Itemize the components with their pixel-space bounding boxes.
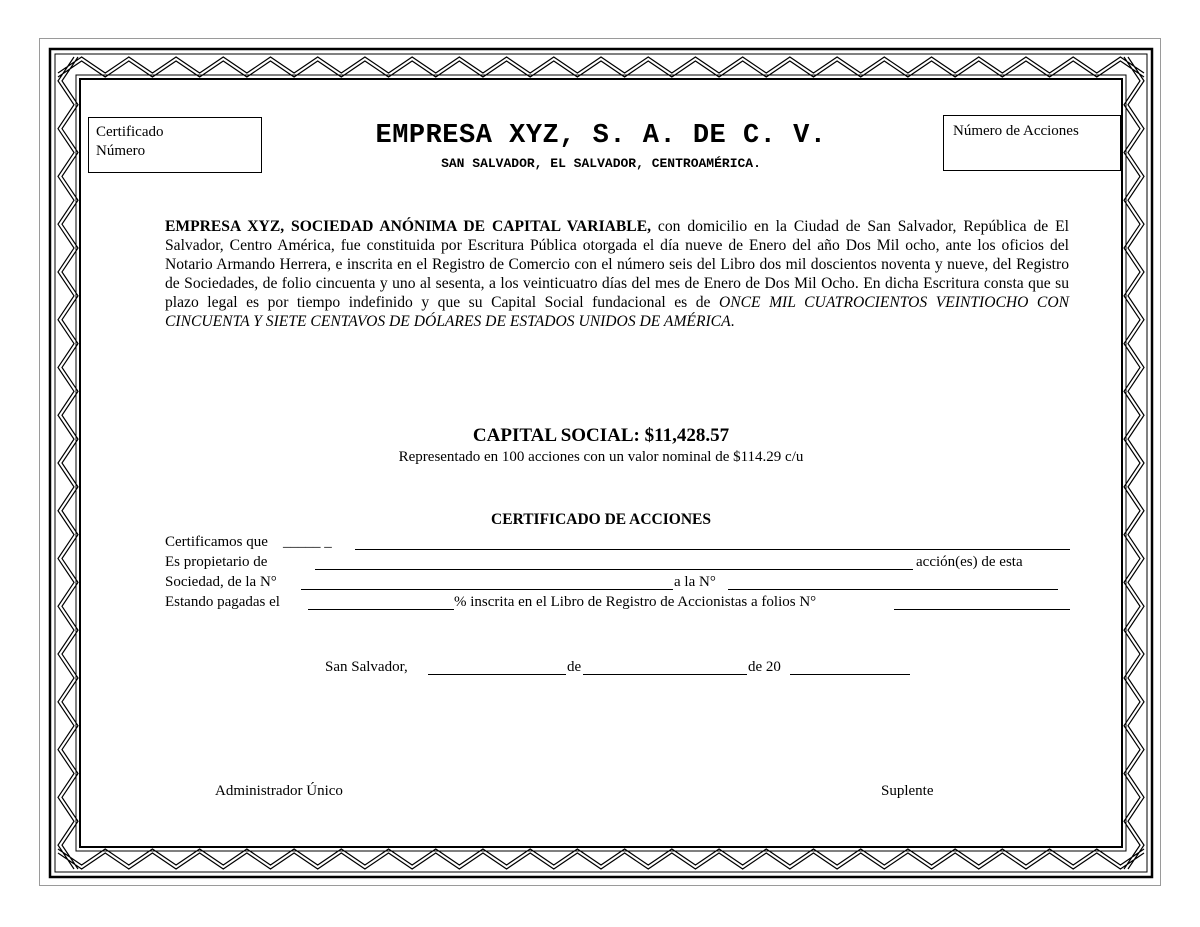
certify-prefix-blank: _____ _ [283,534,332,550]
company-legal-name: EMPRESA XYZ, SOCIEDAD ANÓNIMA DE CAPITAL VARIABLE, [165,218,651,235]
range-from-field[interactable] [301,589,673,590]
certificate-label-line1: Certificado [96,124,164,140]
date-de1: de [567,659,582,675]
owner-suffix: acción(es) de esta [916,554,1023,570]
date-place: San Salvador, [325,659,408,675]
folio-number-field[interactable] [894,609,1070,610]
paid-percent-field[interactable] [308,609,454,610]
date-de2: de 20 [748,659,781,675]
number-of-shares-box [943,115,1121,171]
signature-admin: Administrador Único [215,783,343,799]
company-title: EMPRESA XYZ, S. A. DE C. V. [375,121,827,151]
certificate-label-line2: Número [96,143,146,159]
company-location: SAN SALVADOR, EL SALVADOR, CENTROAMÉRICA. [441,156,761,171]
range-from-label: Sociedad, de la N° [165,574,277,590]
intro-body: con domicilio en la Ciudad de San Salvador, República de El Salvador, Centro América, fue constituida por Escritura Pública otorgada el día nueve de Enero del año Dos Mil ocho, ante los oficios del Notario Armando Herrera, e inscrita en el Registro de Comercio con el número seis del Libro dos mil doscientos noventa y nueve, del Registro de Sociedades, de folio cincuenta y uno al sesenta, a los veinticuatro días del mes de Enero de Dos Mil Ocho. En dicha Escritura consta que su plazo legal es por tiempo indefinido y que su Capital Social fundacional es de [165,218,1069,311]
certificate-page [39,38,1161,886]
registry-label: % inscrita en el Libro de Registro de Accionistas a folios N° [454,594,817,610]
capital-heading: CAPITAL SOCIAL: $11,428.57 [472,425,730,446]
intro-end: . [730,313,735,330]
certify-label: Certificamos que [165,534,268,550]
certificate-heading: CERTIFICADO DE ACCIONES [491,511,711,528]
year-field[interactable] [790,674,910,675]
capital-note: Representado en 100 acciones con un valor nominal de $114.29 c/u [398,449,804,465]
paid-label: Estando pagadas el [165,594,280,610]
capital-in-words: ONCE MIL CUATROCIENTOS VEINTIOCHO CON CINCUENTA Y SIETE CENTAVOS DE DÓLARES DE ESTADOS UNIDOS DE AMÉRICA [165,294,1069,330]
owner-label: Es propietario de [165,554,268,570]
share-quantity-field[interactable] [315,569,913,570]
signature-alternate: Suplente [881,783,934,799]
day-field[interactable] [428,674,566,675]
range-to-field[interactable] [728,589,1058,590]
intro-paragraph [165,217,1069,331]
shares-label: Número de Acciones [953,123,1079,139]
shareholder-name-field[interactable] [355,549,1070,550]
month-field[interactable] [583,674,747,675]
range-to-label: a la N° [674,574,716,590]
